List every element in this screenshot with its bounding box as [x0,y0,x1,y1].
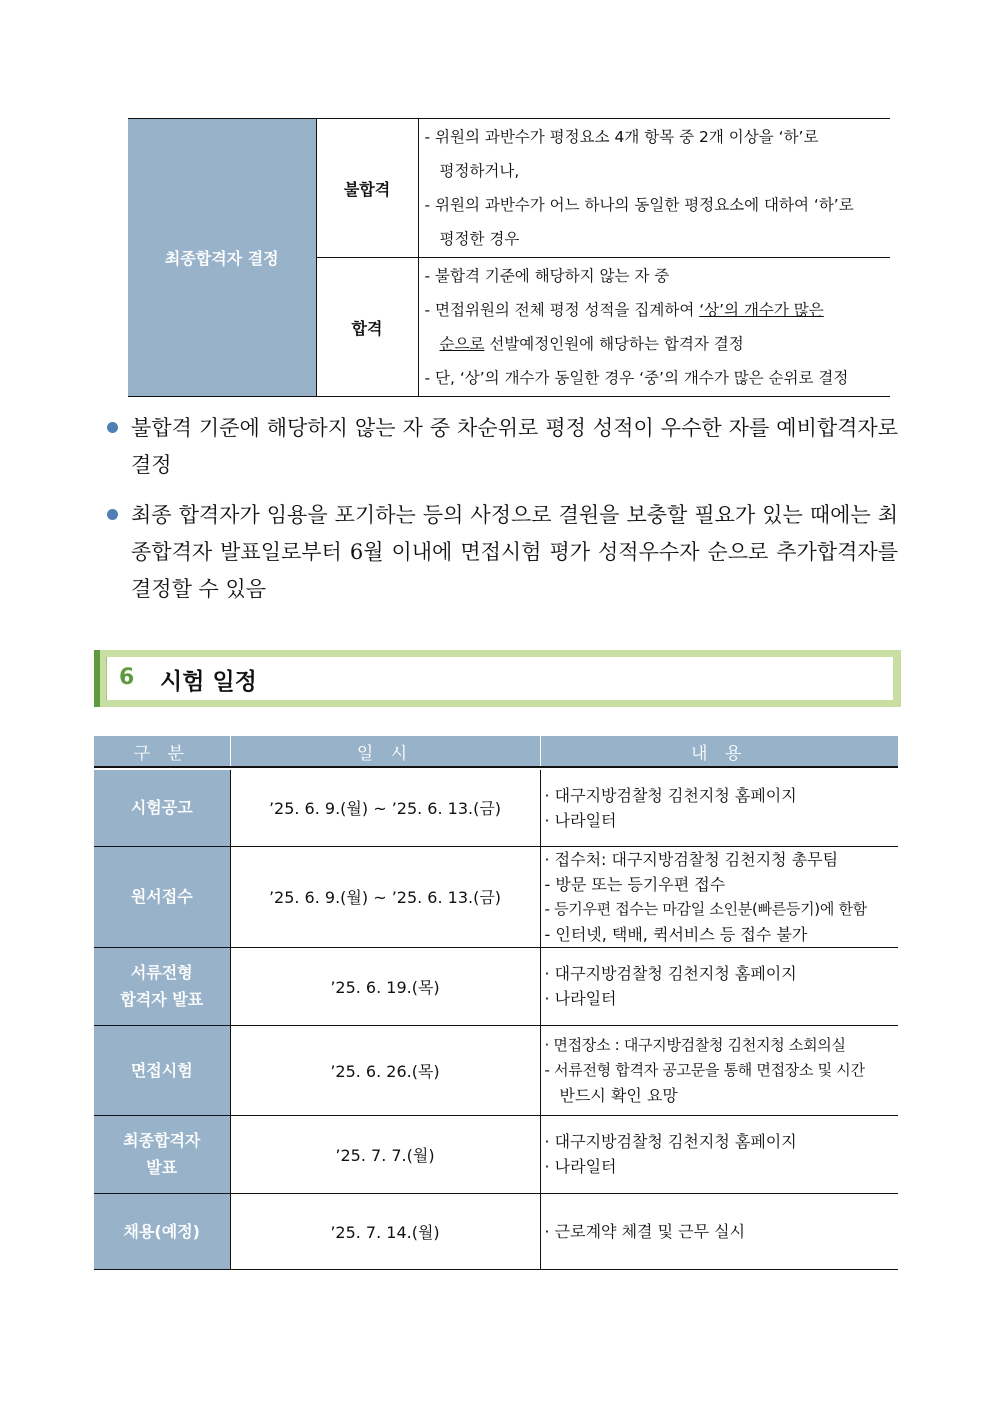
final-decision-head: 최종합격자 결정 [128,119,316,397]
schedule-category [94,1115,230,1193]
final-decision-table [128,118,890,397]
content-line: · 대구지방검찰청 김천지청 홈페이지 [544,1132,797,1151]
pass-line: - 불합격 기준에 해당하지 않는 자 중 [424,267,670,285]
content-line: · 근로계약 체결 및 근무 실시 [544,1221,746,1241]
schedule-content [540,947,898,1025]
category-line: 최종합격자 [123,1131,201,1150]
fail-line: 평정하거나, [439,162,520,180]
content-line: · 대구지방검찰청 김천지청 홈페이지 [544,964,797,983]
fail-line: 평정한 경우 [439,230,520,248]
schedule-category: 시험공고 [94,770,230,846]
content-line: - 등기우편 접수는 마감일 소인분(빠른등기)에 한함 [544,899,867,918]
fail-line: - 위원의 과반수가 어느 하나의 동일한 평정요소에 대하여 ‘하’로 [424,196,854,214]
schedule-date: ’25. 6. 26.(목) [230,1025,540,1115]
schedule-row [94,846,898,947]
pass-line: - 단, ‘상’의 개수가 동일한 경우 ‘중’의 개수가 많은 순위로 결정 [424,369,849,387]
pass-line [425,293,891,327]
pass-label: 합격 [316,258,418,397]
schedule-category [94,947,230,1025]
schedule-row [94,1025,898,1115]
bullet-dot-icon [107,509,118,520]
schedule-content [540,1025,898,1115]
pass-line [425,327,891,361]
column-header-content: 내 용 [540,736,898,767]
notes [103,410,898,621]
note-text: 불합격 기준에 해당하지 않는 자 중 차순위로 평정 성적이 우수한 자를 예비합격자로 결정 [131,416,898,477]
content-line: · 대구지방검찰청 김천지청 홈페이지 [544,785,797,805]
category-line: 발표 [146,1158,178,1177]
schedule-content [540,1115,898,1193]
pass-line-text: - 면접위원의 전체 평정 성적을 집계하여 [424,301,700,319]
content-line: · 나라일터 [544,989,617,1008]
schedule-category: 원서접수 [94,846,230,947]
fail-description [418,119,890,258]
schedule-content [540,770,898,846]
schedule-row [94,1193,898,1269]
schedule-row [94,770,898,846]
content-line: - 방문 또는 등기우편 접수 [544,874,726,894]
note-item [103,497,898,608]
note-item [103,410,898,484]
fail-line: - 위원의 과반수가 평정요소 4개 항목 중 2개 이상을 ‘하’로 [424,128,819,146]
fail-label: 불합격 [316,119,418,258]
column-header-category: 구 분 [94,736,230,767]
pass-line-text: 선발예정인원에 해당하는 합격자 결정 [484,335,744,353]
content-line: · 나라일터 [544,1157,617,1176]
section-header [94,650,901,707]
category-line: 합격자 발표 [120,990,204,1009]
pass-line-underlined: ‘상’의 개수가 많은 [699,301,824,319]
section-title: 시험 일정 [160,669,257,695]
content-line: - 서류전형 합격자 공고문을 통해 면접장소 및 시간 [544,1060,865,1079]
content-line: · 면접장소 : 대구지방검찰청 김천지청 소회의실 [544,1035,846,1054]
content-line: 반드시 확인 요망 [559,1085,678,1105]
content-line: · 접수처: 대구지방검찰청 김천지청 총무팀 [544,849,839,869]
schedule-date: ’25. 7. 14.(월) [230,1193,540,1269]
section-title-box [106,657,893,700]
column-header-date: 일 시 [230,736,540,767]
schedule-table [94,736,898,1270]
category-line: 서류전형 [130,963,193,982]
schedule-row [94,1115,898,1193]
schedule-category: 채용(예정) [94,1193,230,1269]
bullet-dot-icon [107,422,118,433]
schedule-row [94,947,898,1025]
section-accent-bar [94,650,100,707]
schedule-date: ’25. 6. 9.(월) ~ ’25. 6. 13.(금) [230,846,540,947]
content-line: - 인터넷, 택배, 퀵서비스 등 접수 불가 [544,924,808,944]
schedule-date: ’25. 6. 19.(목) [230,947,540,1025]
pass-description [418,258,890,397]
note-text: 최종 합격자가 임용을 포기하는 등의 사정으로 결원을 보충할 필요가 있는 때에는 최종합격자 발표일로부터 6월 이내에 면접시험 평가 성적우수자 순으로 추가합격자를 결정할 수 있음 [131,503,898,601]
schedule-content [540,846,898,947]
pass-line-underlined: 순으로 [439,335,485,353]
content-line: · 나라일터 [544,810,617,830]
section-number: 6 [119,665,135,690]
schedule-category: 면접시험 [94,1025,230,1115]
schedule-content [540,1193,898,1269]
schedule-date: ’25. 6. 9.(월) ~ ’25. 6. 13.(금) [230,770,540,846]
schedule-date: ’25. 7. 7.(월) [230,1115,540,1193]
